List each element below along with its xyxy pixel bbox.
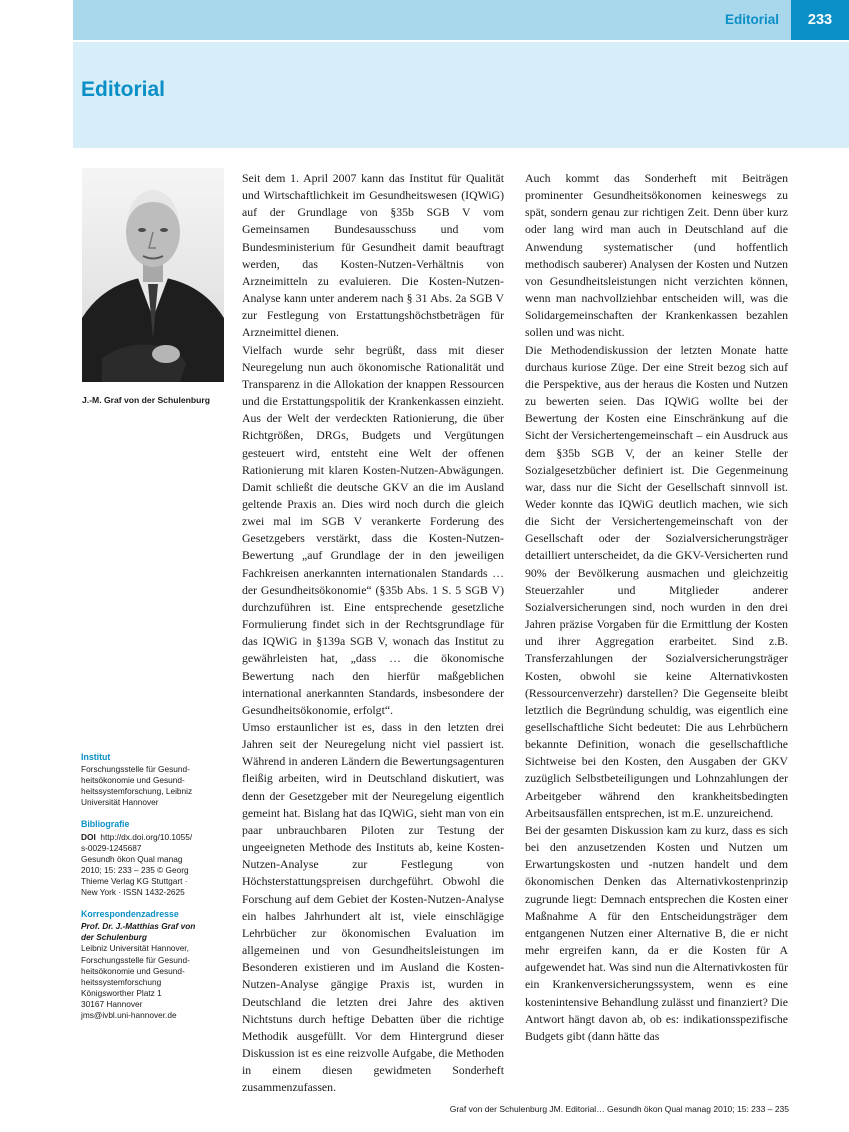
page-number: 233: [791, 0, 849, 40]
institut-block: [81, 752, 229, 808]
address-line: 30167 Hannover: [81, 998, 143, 1009]
address-line: heitsökonomie und Gesund-: [81, 965, 185, 976]
institut-line: Universität Hannover: [81, 797, 159, 808]
page-title: Editorial: [81, 78, 166, 101]
bibliografie-line: 2010; 15: 233 – 235 © Georg: [81, 864, 189, 875]
paragraph: Vielfach wurde sehr begrüßt, dass mit dieser Neuregelung nun auch ökonomische Rationalität und Transparenz in die Allokation der knappen Ressourcen und die Erstattungspolitik der Krankenkassen einzieht. Aus der Welt der verdeckten Rationierung, die über Richtgrößen, DRGs, Budgets und Vergütungen gesteuert wird, entsteht eine Welt der offenen Rationierung mit klaren Kosten-Nutzen-Abwägungen. Damit schließt die deutsche GKV an die im Ausland geltende Praxis an. Dies wird noch durch die gleich zwei mal im SGB V verankerte Forderung des Gesetzgebers verstärkt, dass die Kosten-Nutzen-Bewertung „auf Grundlage der in den jeweiligen Fachkreisen anerkannten internationalen Standards … der Gesundheitsökonomie“ (§35b Abs. 1 S. 5 SGB V) durchzuführen ist. Eine entsprechende gesetzliche Formulierung findet sich in der Rechtsgrundlage für das IQWiG in §139a SGB V, wonach das Institut zu gewährleisten hat, „dass … die ökonomische Bewertung nach den hierfür maßgeblichen international anerkannten Standards, insbesondere der Gesundheitsökonomie, erfolgt“.: [242, 342, 504, 717]
korrespondenz-block: [81, 909, 229, 1021]
institut-line: Forschungsstelle für Gesund-: [81, 764, 190, 775]
bibliografie-line: Gesundh ökon Qual manag: [81, 853, 183, 864]
bibliografie-line: s-0029-1245687: [81, 842, 142, 853]
address-line: heitssystemforschung: [81, 976, 162, 987]
correspondent-name: der Schulenburg: [81, 932, 147, 943]
doi-line: [81, 832, 229, 843]
email-link[interactable]: jms@ivbl.uni-hannover.de: [81, 1009, 177, 1020]
photo-caption: J.-M. Graf von der Schulenburg: [82, 395, 210, 405]
header-band: [73, 42, 849, 148]
author-portrait: [82, 168, 224, 382]
body-column-1: [242, 170, 504, 1096]
running-head-section: Editorial: [724, 12, 779, 27]
bibliografie-block: [81, 819, 229, 898]
paragraph: Umso erstaunlicher ist es, dass in den letzten drei Jahren seit der Neuregelung nicht viel passiert ist. Während in anderen Ländern die Bewertungsagenturen fleißig arbeiten, wird in Deutschland diskutiert, was denn der Gesetzgeber mit der Neuregelung eigentlich gemeint hat. Bislang hat das IQWiG, sieht man von ein paar unbrauchbaren Piloten zur Testung der ungeeigneten Methode des Instituts ab, keine Kosten-Nutzen-Analyse zur Festlegung von Höchsterstattungspreisen durchgeführt. Obwohl die Forschung auf dem Gebiet der Kosten-Nutzen-Analyse ein halbes Jahrhundert alt ist, viele einschlägige Lehrbücher zur ökonomischen Evaluation im allgemeinen und von Gesundheitsleistungen im Besonderen existieren und im Ausland die Kosten-Nutzen-Analyse gängige Praxis ist, wurden in Deutschland die letzten drei Jahre des aktiven Nichtstuns durch heftige Debatten über die richtige Methodik ausgefüllt. Vor dem Hintergrund dieser Diskussion ist es eine reizvolle Aufgabe, die Methoden in einem diesen gewidmeten Sonderheft zusammenzufassen.: [242, 720, 504, 1095]
institut-line: heitssystemforschung, Leibniz: [81, 786, 193, 797]
institut-heading: Institut: [81, 752, 111, 762]
doi-link[interactable]: http://dx.doi.org/10.1055/: [100, 831, 193, 842]
doi-label: DOI: [81, 831, 96, 842]
running-head-bar: [73, 0, 849, 40]
portrait-image: [82, 168, 224, 382]
body-column-2: [525, 170, 788, 1045]
footer-citation: Graf von der Schulenburg JM. Editorial… Gesundh ökon Qual manag 2010; 15: 233 – 235: [449, 1104, 789, 1114]
address-line: Leibniz Universität Hannover,: [81, 943, 189, 954]
paragraph: Bei der gesamten Diskussion kam zu kurz, dass es sich bei den anzusetzenden Kosten und Nutzen um Erwartungskosten und -nutzen handelt und dem ökonomischen Denken das Alternativkostenprinzip zugrunde liegt: Demnach entsprechen die Kosten einer Maßnahme A für den Entscheidungsträger dem entgangenen Nutzen einer Alternative B, die er nicht mehr ergreifen kann, da er die Kosten für A aufgewendet hat. Was sind nun die Alternativkosten für ein Krankenversicherungssystem, wenn es eine kostenintensive Behandlung zulässt und finanziert? Die Antwort hängt davon ab, ob es: indikationsspezifische Budgets gibt (dann hätte das: [525, 822, 788, 1043]
address-line: Forschungsstelle für Gesund-: [81, 954, 190, 965]
correspondent-name: Prof. Dr. J.-Matthias Graf von: [81, 921, 196, 932]
bibliografie-line: New York · ISSN 1432-2625: [81, 887, 185, 898]
paragraph: Auch kommt das Sonderheft mit Beiträgen prominenter Gesundheitsökonomen keineswegs zu spät, sondern genau zur richtigen Zeit. Denn über kurz oder lang wird man auch in Deutschland auf die Anwendung systematischer (und hoffentlich methodisch sauberer) Analysen der Kosten und Nutzen von Gesundheitsleistungen nicht verzichten können, wenn man nachvollziehbar entscheiden will, was die Solidargemeinschaften der Krankenkassen bezahlen sollen und was nicht.: [525, 171, 788, 340]
paragraph: Die Methodendiskussion der letzten Monate hatte durchaus kuriose Züge. Der eine Streit bezog sich auf die Perspektive, aus der heraus die Kosten und Nutzen zu bewerten seien. Das IQWiG wollte bei der Bewertung der Kosten eine Einschränkung auf die Sicht der Versichertengemeinschaft – ein Ausdruck aus dem §35b SGB V, der an keiner Stelle der Sozialgesetzbücher definiert ist. Die Gegenmeinung war, dass nur die Sicht der Gesellschaft sinnvoll ist. Weder konnte das IQWiG deutlich machen, wie sich die Sicht der Versichertengemeinschaft von der Gesellschaft oder der Sozialversicherungsträger detailliert unterscheidet, da die GKV-Versicherten rund 90% der Bevölkerung ausmachen und gleichzeitig Steuerzahler und Mitglieder anderer Sozialversicherungen sind, noch wurden in den drei Jahren präzise Vorgaben für die Ermittlung der Kosten und ihrer Aggregation erarbeitet. Sind z.B. Transferzahlungen der Sozialversicherungsträger Kosten, obwohl sie keine Alternativkosten (Ressourcenverzehr) darstellen? Die Gegenseite bleibt letztlich die Begründung schuldig, was eigentlich eine gesellschaftliche Sicht bedeutet: Die aus Lehrbüchern bekannte Definition, wonach die gesellschaftliche Sichtweise bei den Kosten, den Ausgaben der GKV zuzüglich Selbstbeteiligungen und Lohnzahlungen der Arbeitgeber während den krankheitsbedingten Arbeitsausfällen entsprechen, ist m.E. unzureichend.: [525, 342, 788, 820]
bibliografie-line: Thieme Verlag KG Stuttgart ·: [81, 875, 188, 886]
address-line: Königsworther Platz 1: [81, 987, 162, 998]
sidebar-info: [81, 752, 229, 1032]
paragraph: Seit dem 1. April 2007 kann das Institut für Qualität und Wirtschaftlichkeit im Gesundheitswesen (IQWiG) auf der Grundlage von §35b SGB V vom Gemeinsamen Bundesausschuss und vom Bundesministerium für Gesundheit damit beauftragt werden, das Kosten-Nutzen-Verhältnis von Arzneimitteln zu evaluieren. Die Kosten-Nutzen-Analyse kann unter anderem nach § 31 Abs. 2a SGB V zur Festlegung von Erstattungshöchstbeträgen für Arzneimittel dienen.: [242, 171, 504, 340]
institut-line: heitsökonomie und Gesund-: [81, 775, 185, 786]
bibliografie-heading: Bibliografie: [81, 819, 130, 830]
korrespondenz-heading: Korrespondenzadresse: [81, 909, 179, 920]
